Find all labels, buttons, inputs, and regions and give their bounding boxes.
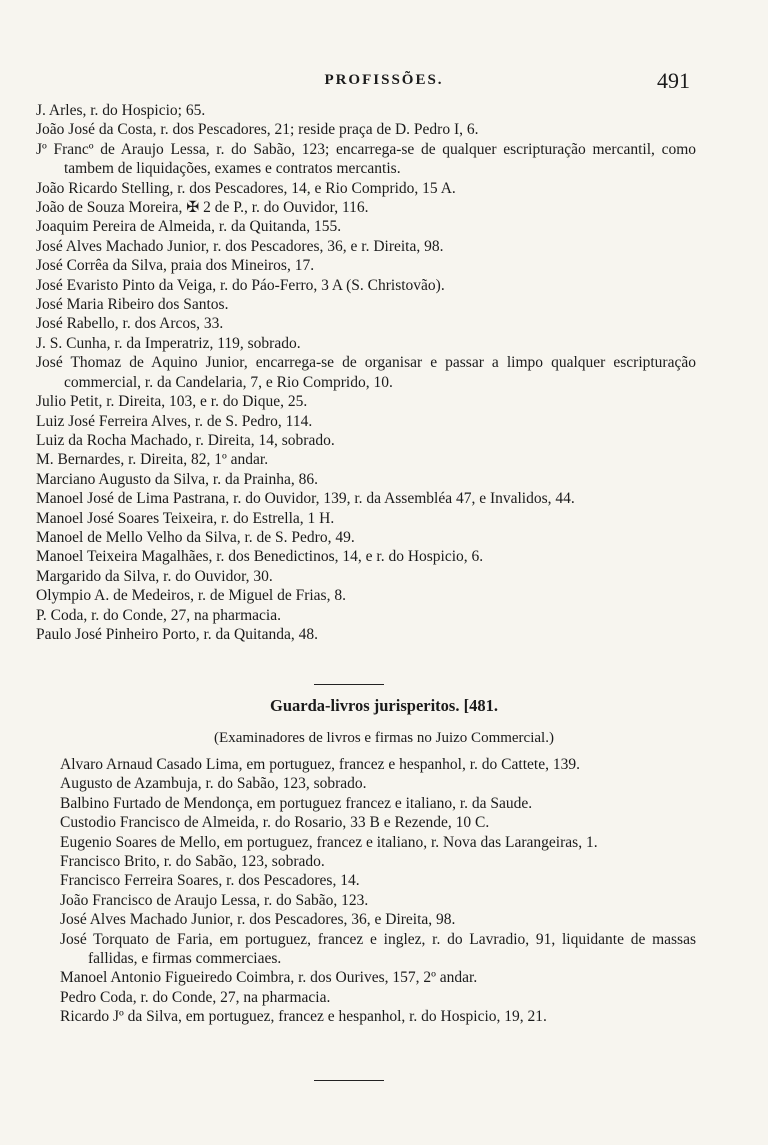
list-entry: Paulo José Pinheiro Porto, r. da Quitanda, 48. bbox=[36, 625, 318, 643]
list-entry: José Evaristo Pinto da Veiga, r. do Páo-Ferro, 3 A (S. Christovão). bbox=[36, 276, 445, 294]
list-entry: Pedro Coda, r. do Conde, 27, na pharmacia. bbox=[60, 988, 331, 1006]
list-entry: Manoel José Soares Teixeira, r. do Estrella, 1 H. bbox=[36, 509, 335, 527]
list-entry: Francisco Ferreira Soares, r. dos Pescadores, 14. bbox=[60, 872, 360, 890]
list-entry: José Alves Machado Junior, r. dos Pescadores, 36, e Direita, 98. bbox=[60, 911, 456, 929]
list-entry: M. Bernardes, r. Direita, 82, 1º andar. bbox=[36, 451, 269, 469]
list-entry: Ricardo Jº da Silva, em portuguez, francez e hespanhol, r. do Hospicio, 19, 21. bbox=[60, 1008, 547, 1026]
list-entry: Margarido da Silva, r. do Ouvidor, 30. bbox=[36, 567, 273, 585]
list-entry: Julio Petit, r. Direita, 103, e r. do Dique, 25. bbox=[36, 393, 308, 411]
list-entry: João José da Costa, r. dos Pescadores, 21; reside praça de D. Pedro I, 6. bbox=[36, 121, 479, 139]
section-subheading: (Examinadores de livros e firmas no Juizo Commercial.) bbox=[214, 730, 554, 746]
list-entry: João de Souza Moreira, ✠ 2 de P., r. do Ouvidor, 116. bbox=[36, 199, 369, 217]
list-entry: J. Arles, r. do Hospicio; 65. bbox=[36, 102, 206, 119]
section-divider bbox=[314, 684, 384, 685]
running-title: PROFISSÕES. bbox=[324, 72, 444, 88]
entry-list-guarda-livros bbox=[60, 755, 696, 1027]
entry-list-profissionais bbox=[36, 101, 696, 644]
list-entry: Jº Francº de Araujo Lessa, r. do Sabão, 123; encarrega-se de qualquer escripturação mercantil, como tambem de liquidações, exames e contratos mercantis. bbox=[36, 140, 696, 178]
list-entry: José Alves Machado Junior, r. dos Pescadores, 36, e r. Direita, 98. bbox=[36, 237, 444, 255]
list-entry: J. S. Cunha, r. da Imperatriz, 119, sobrado. bbox=[36, 334, 301, 352]
list-entry: Manoel Antonio Figueiredo Coimbra, r. dos Ourives, 157, 2º andar. bbox=[60, 969, 478, 987]
list-entry: Luiz José Ferreira Alves, r. de S. Pedro, 114. bbox=[36, 412, 313, 430]
list-entry: Eugenio Soares de Mello, em portuguez, francez e italiano, r. Nova das Larangeiras, 1. bbox=[60, 833, 598, 851]
page-number: 491 bbox=[657, 68, 690, 93]
list-entry: P. Coda, r. do Conde, 27, na pharmacia. bbox=[36, 606, 281, 624]
list-entry: José Torquato de Faria, em portuguez, francez e inglez, r. do Lavradio, 91, liquidante de massas fallidas, e firmas commerciaes. bbox=[60, 930, 696, 968]
list-entry: José Corrêa da Silva, praia dos Mineiros, 17. bbox=[36, 257, 315, 275]
list-entry: José Rabello, r. dos Arcos, 33. bbox=[36, 315, 224, 333]
list-entry: Francisco Brito, r. do Sabão, 123, sobrado. bbox=[60, 853, 325, 871]
list-entry: Olympio A. de Medeiros, r. de Miguel de Frias, 8. bbox=[36, 587, 346, 605]
section-divider bbox=[314, 1080, 384, 1081]
section-heading: Guarda-livros jurisperitos. [481. bbox=[270, 696, 498, 715]
list-entry: Balbino Furtado de Mendonça, em portuguez francez e italiano, r. da Saude. bbox=[60, 794, 533, 812]
list-entry: João Francisco de Araujo Lessa, r. do Sabão, 123. bbox=[60, 891, 369, 909]
list-entry: João Ricardo Stelling, r. dos Pescadores, 14, e Rio Comprido, 15 A. bbox=[36, 179, 456, 197]
list-entry: Augusto de Azambuja, r. do Sabão, 123, sobrado. bbox=[60, 775, 367, 793]
page-header bbox=[0, 68, 768, 96]
list-entry: Alvaro Arnaud Casado Lima, em portuguez, francez e hespanhol, r. do Cattete, 139. bbox=[60, 756, 580, 773]
list-entry: Manoel José de Lima Pastrana, r. do Ouvidor, 139, r. da Assembléa 47, e Invalidos, 44. bbox=[36, 490, 575, 508]
list-entry: Manoel de Mello Velho da Silva, r. de S. Pedro, 49. bbox=[36, 528, 355, 546]
list-entry: Joaquim Pereira de Almeida, r. da Quitanda, 155. bbox=[36, 218, 342, 236]
list-entry: Manoel Teixeira Magalhães, r. dos Benedictinos, 14, e r. do Hospicio, 6. bbox=[36, 548, 484, 566]
list-entry: Luiz da Rocha Machado, r. Direita, 14, sobrado. bbox=[36, 431, 335, 449]
list-entry: Custodio Francisco de Almeida, r. do Rosario, 33 B e Rezende, 10 C. bbox=[60, 814, 490, 832]
list-entry: Marciano Augusto da Silva, r. da Prainha, 86. bbox=[36, 470, 318, 488]
list-entry: José Thomaz de Aquino Junior, encarrega-se de organisar e passar a limpo qualquer escripturação commercial, r. da Candelaria, 7, e Rio Comprido, 10. bbox=[36, 354, 696, 391]
list-entry: José Maria Ribeiro dos Santos. bbox=[36, 296, 229, 314]
